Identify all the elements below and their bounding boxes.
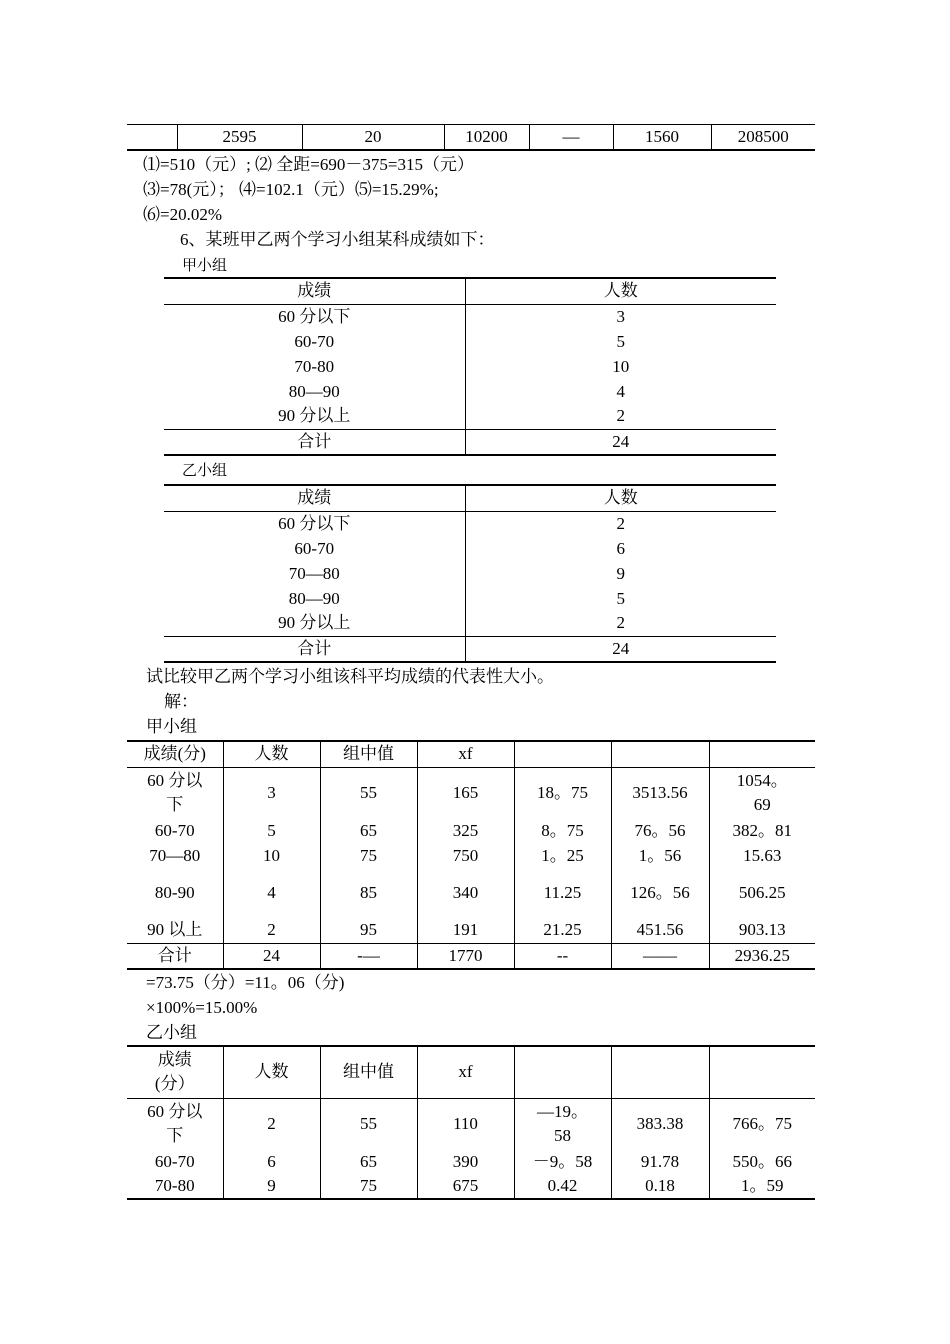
cell: 18。75 [514, 767, 611, 818]
cell: 90 以上 [127, 918, 223, 943]
table-row [164, 304, 776, 329]
cell: 3 [616, 306, 625, 326]
solution-group-b-label: 乙小组 [146, 1023, 197, 1042]
cell: 9 [223, 1174, 320, 1199]
cell: 65 [320, 1149, 417, 1174]
group-a-label: 甲小组 [182, 258, 228, 274]
solution-label: 解： [164, 692, 198, 711]
cell: 390 [417, 1149, 514, 1174]
table-row [164, 329, 776, 354]
cell: 70—80 [164, 561, 465, 586]
column-header: xf [417, 1046, 514, 1098]
cell: 20 [302, 125, 444, 151]
cell: 5 [616, 588, 625, 608]
cell: 766。75 [709, 1098, 815, 1149]
cell: 60-70 [127, 818, 223, 843]
cell: 80-90 [127, 868, 223, 918]
cell: 1。59 [709, 1174, 815, 1199]
cell [127, 125, 177, 151]
cell: 1054。69 [709, 767, 815, 818]
cell: 60-70 [164, 536, 465, 561]
cell: 75 [320, 1174, 417, 1199]
table-row [127, 843, 815, 868]
table-row [164, 586, 776, 611]
column-header: xf [417, 741, 514, 767]
cell: 60 分以下 [164, 304, 465, 329]
result-line: =73.75（分）=11。06（分) [146, 973, 345, 992]
group-b-table [164, 484, 776, 663]
top-table [127, 124, 815, 151]
column-header: 成绩(分) [127, 741, 223, 767]
column-header: 人数 [223, 1046, 320, 1098]
cell: 3513.56 [611, 767, 709, 818]
answer-line: ⑹=20.02% [143, 205, 222, 224]
cell: 2 [616, 513, 625, 533]
cell: 550。66 [709, 1149, 815, 1174]
cell: 10 [223, 843, 320, 868]
cell: 383.38 [611, 1098, 709, 1149]
cell: 合计 [164, 636, 465, 662]
cell: -- [514, 943, 611, 969]
cell: 2 [223, 1098, 320, 1149]
column-header: 成绩 [164, 278, 465, 304]
cell: 24 [612, 431, 630, 451]
column-header: 人数 [603, 488, 638, 508]
table-row [127, 1174, 815, 1199]
cell: — [529, 125, 613, 151]
table-row [164, 404, 776, 429]
cell: 75 [320, 843, 417, 868]
column-header [514, 741, 611, 767]
table-row [127, 125, 815, 151]
table-total-row [164, 636, 776, 662]
cell: 2936.25 [709, 943, 815, 969]
cell: 5 [223, 818, 320, 843]
column-header: 成绩(分） [127, 1046, 223, 1098]
cell: 90 分以上 [164, 404, 465, 429]
table-header-row [127, 1046, 815, 1098]
cell: 9 [616, 563, 625, 583]
cell: 60-70 [127, 1149, 223, 1174]
solution-group-a-table [127, 740, 815, 970]
cell: 325 [417, 818, 514, 843]
cell: 24 [223, 943, 320, 969]
cell: 24 [612, 638, 630, 658]
column-header: 人数 [223, 741, 320, 767]
cell: 451.56 [611, 918, 709, 943]
cell: 85 [320, 868, 417, 918]
column-header: 成绩 [164, 485, 465, 511]
cell: 90 分以上 [164, 611, 465, 636]
table-row [127, 1149, 815, 1174]
cell: 110 [417, 1098, 514, 1149]
table-row [127, 868, 815, 918]
cell: -— [320, 943, 417, 969]
cell: —— [611, 943, 709, 969]
cell: 合计 [164, 429, 465, 455]
solution-group-b-table [127, 1045, 815, 1200]
cell: 382。81 [709, 818, 815, 843]
cell: 60 分以下 [127, 767, 223, 818]
cell: 126。56 [611, 868, 709, 918]
table-header-row [164, 485, 776, 511]
cell: 60 分以下 [127, 1098, 223, 1149]
table-row [164, 536, 776, 561]
result-line: ×100%=15.00% [146, 998, 258, 1017]
cell: 2595 [177, 125, 302, 151]
cell: 65 [320, 818, 417, 843]
column-header [611, 1046, 709, 1098]
table-row [164, 379, 776, 404]
cell: 10 [612, 356, 630, 376]
cell: 15.63 [709, 843, 815, 868]
cell: 合计 [127, 943, 223, 969]
table-row [127, 1098, 815, 1149]
cell: 76。56 [611, 818, 709, 843]
table-total-row [164, 429, 776, 455]
cell: 1560 [613, 125, 711, 151]
cell: 191 [417, 918, 514, 943]
cell: 55 [320, 1098, 417, 1149]
column-header: 组中值 [320, 1046, 417, 1098]
cell: 1770 [417, 943, 514, 969]
table-row [127, 767, 815, 818]
cell: 80—90 [164, 586, 465, 611]
cell: 91.78 [611, 1149, 709, 1174]
cell: 60 分以下 [164, 511, 465, 536]
cell: 8。75 [514, 818, 611, 843]
cell: 2 [616, 613, 625, 633]
cell: 55 [320, 767, 417, 818]
cell: 0.42 [514, 1174, 611, 1199]
solution-group-a-label: 甲小组 [146, 717, 197, 736]
cell: 0.18 [611, 1174, 709, 1199]
table-row [164, 511, 776, 536]
cell: 70—80 [127, 843, 223, 868]
cell: 2 [223, 918, 320, 943]
table-total-row [127, 943, 815, 969]
cell: —19。58 [514, 1098, 611, 1149]
group-b-label: 乙小组 [182, 463, 228, 479]
cell: 95 [320, 918, 417, 943]
answer-line: ⑶=78(元）； ⑷=102.1（元）⑸=15.29%; [143, 180, 439, 199]
column-header [514, 1046, 611, 1098]
cell: 10200 [444, 125, 529, 151]
column-header [709, 741, 815, 767]
cell: 903.13 [709, 918, 815, 943]
table-header-row [164, 278, 776, 304]
cell: 6 [616, 538, 625, 558]
table-row [164, 611, 776, 636]
cell: 80—90 [164, 379, 465, 404]
cell: 4 [223, 868, 320, 918]
cell: 340 [417, 868, 514, 918]
cell: 2 [616, 406, 625, 426]
cell: 21.25 [514, 918, 611, 943]
cell: 70-80 [127, 1174, 223, 1199]
table-row [127, 818, 815, 843]
cell: 60-70 [164, 329, 465, 354]
question-title: 6、某班甲乙两个学习小组某科成绩如下： [180, 230, 495, 249]
table-row [127, 918, 815, 943]
cell: 3 [223, 767, 320, 818]
column-header [709, 1046, 815, 1098]
cell: 70-80 [164, 354, 465, 379]
cell: 5 [616, 331, 625, 351]
cell: 1。25 [514, 843, 611, 868]
cell: 208500 [711, 125, 815, 151]
cell: 675 [417, 1174, 514, 1199]
cell: 1。56 [611, 843, 709, 868]
cell: 6 [223, 1149, 320, 1174]
answer-line: ⑴=510（元）; ⑵ 全距=690－375=315（元） [143, 155, 474, 174]
question-prompt: 试比较甲乙两个学习小组该科平均成绩的代表性大小。 [146, 667, 554, 686]
column-header [611, 741, 709, 767]
cell: 506.25 [709, 868, 815, 918]
column-header: 组中值 [320, 741, 417, 767]
cell: 11.25 [514, 868, 611, 918]
table-row [164, 561, 776, 586]
group-a-table [164, 277, 776, 456]
cell: 4 [616, 381, 625, 401]
column-header: 人数 [603, 281, 638, 301]
cell: －9。58 [514, 1149, 611, 1174]
cell: 165 [417, 767, 514, 818]
table-row [164, 354, 776, 379]
cell: 750 [417, 843, 514, 868]
table-header-row [127, 741, 815, 767]
